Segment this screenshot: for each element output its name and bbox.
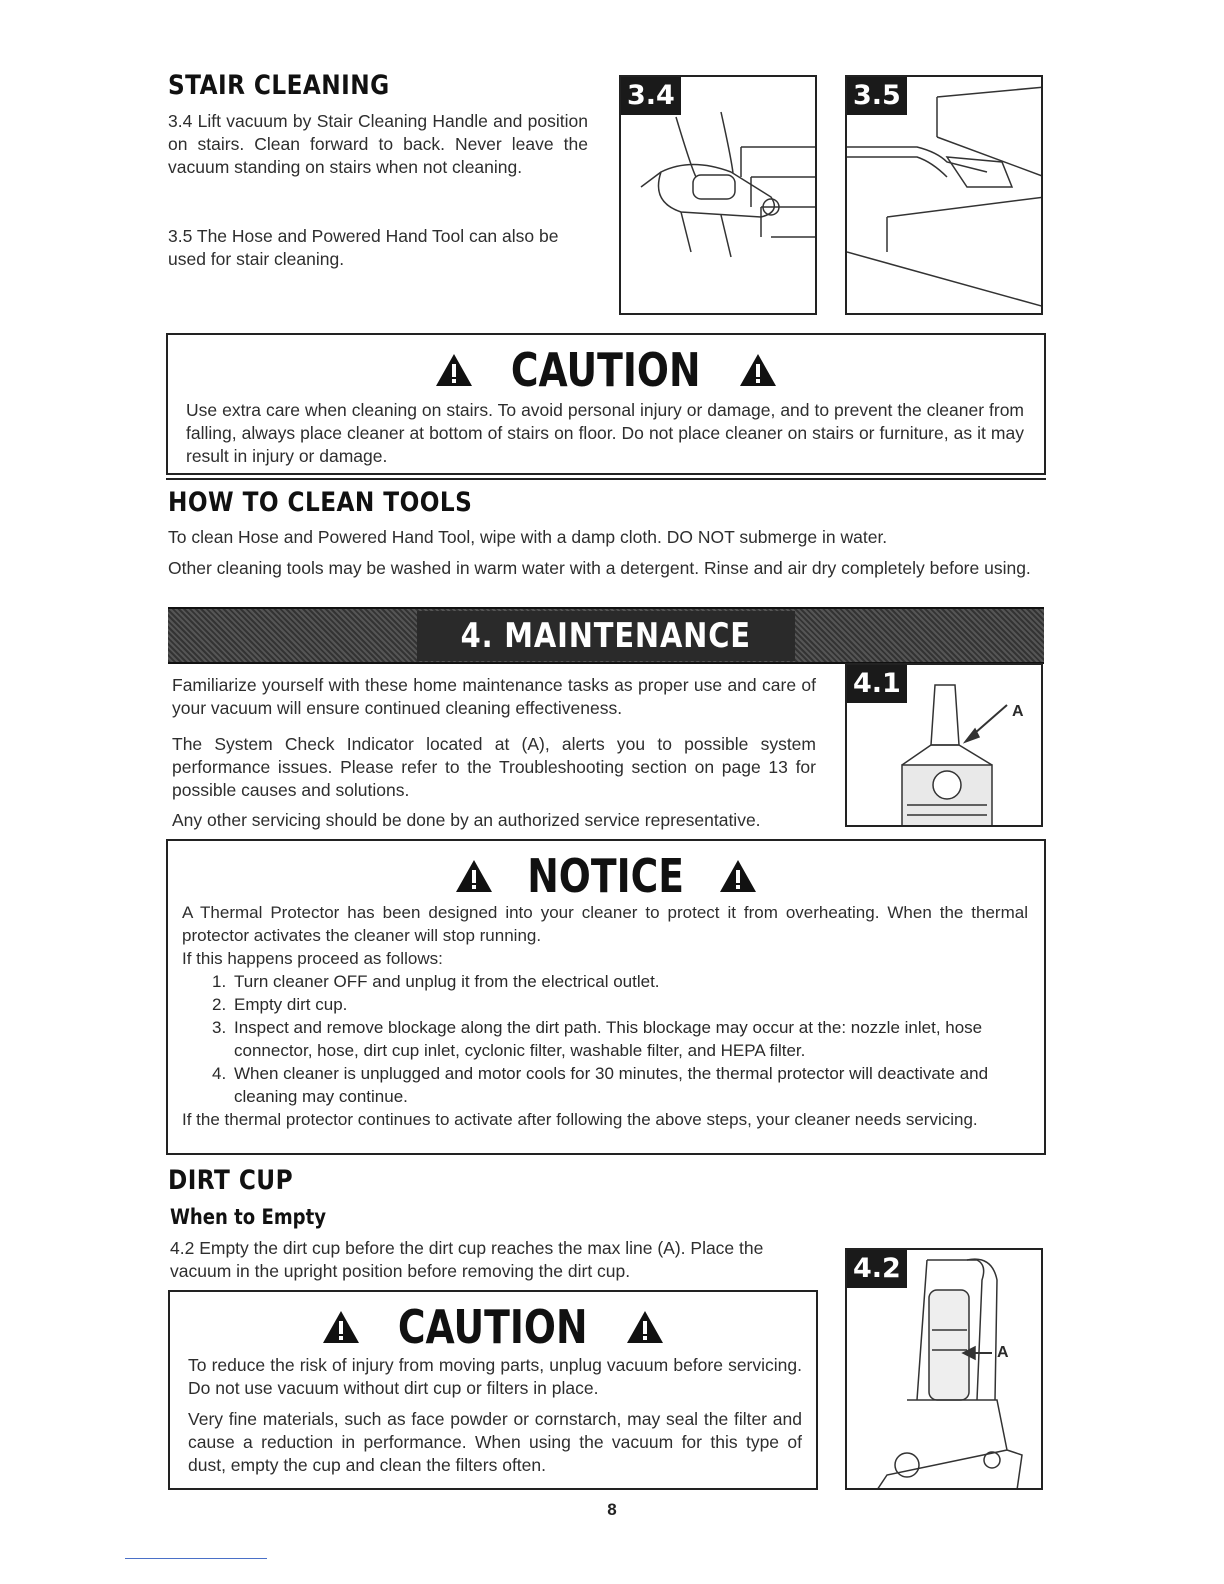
notice-step: 1. Turn cleaner OFF and unplug it from the electrical outlet. — [212, 971, 660, 991]
notice-title-row — [168, 847, 1044, 901]
figure-4-2-callout: A — [997, 1344, 1009, 1361]
notice-step: 4. When cleaner is unplugged and motor cools for 30 minutes, the thermal protector will deactivate and cleaning may continue. — [212, 1063, 989, 1106]
figure-4-1-label: 4.1 — [847, 665, 907, 703]
notice-steps — [168, 970, 1028, 1108]
stair-cleaning-para-2: 3.5 The Hose and Powered Hand Tool can also be used for stair cleaning. — [168, 226, 559, 269]
clean-tools-para-1: To clean Hose and Powered Hand Tool, wipe with a damp cloth. DO NOT submerge in water. — [168, 527, 888, 547]
figure-4-1-callout: A — [1012, 703, 1024, 720]
warning-triangle-icon — [625, 1309, 665, 1345]
caution-title-row — [168, 341, 1044, 395]
maintenance-para-3: Any other servicing should be done by an authorized service representative. — [172, 810, 761, 830]
warning-triangle-icon — [738, 352, 778, 388]
notice-outro: If the thermal protector continues to activate after following the above steps, your cleaner needs servicing. — [182, 1109, 978, 1129]
stair-cleaning-heading: STAIR CLEANING — [168, 70, 390, 101]
clean-tools-heading: HOW TO CLEAN TOOLS — [168, 487, 473, 518]
warning-triangle-icon — [434, 352, 474, 388]
figure-4-2 — [845, 1248, 1043, 1490]
figure-4-2-label: 4.2 — [847, 1250, 907, 1288]
caution-box-moving-parts — [168, 1290, 818, 1490]
figure-3-4 — [619, 75, 817, 315]
page-number: 8 — [607, 1500, 617, 1519]
notice-box — [166, 839, 1046, 1155]
warning-triangle-icon — [718, 858, 758, 894]
maintenance-banner — [168, 607, 1044, 664]
caution-2-para-1: To reduce the risk of injury from moving parts, unplug vacuum before servicing. Do not use vacuum without dirt cup or filters in place. — [188, 1354, 802, 1398]
maintenance-banner-title: 4. MAINTENANCE — [417, 611, 794, 661]
maintenance-para-1: Familiarize yourself with these home maintenance tasks as proper use and care of your vacuum will ensure continued cleaning effectiveness. — [172, 675, 816, 718]
figure-4-1 — [845, 663, 1043, 827]
notice-lead: If this happens proceed as follows: — [182, 948, 443, 968]
maintenance-para-2: The System Check Indicator located at (A), alerts you to possible system performance issues. Please refer to the Troubleshooting section on page 13 for possible causes and solutions. — [172, 734, 816, 800]
warning-triangle-icon — [321, 1309, 361, 1345]
notice-title: NOTICE — [527, 848, 685, 903]
divider — [166, 478, 1046, 480]
dirt-cup-subheading: When to Empty — [170, 1205, 326, 1229]
caution-title-row — [170, 1298, 816, 1352]
dirt-cup-para-1: 4.2 Empty the dirt cup before the dirt cup reaches the max line (A). Place the vacuum in the upright position before removing the dirt cup. — [170, 1238, 764, 1281]
dirt-cup-heading: DIRT CUP — [168, 1165, 294, 1196]
caution-title: CAUTION — [511, 342, 701, 397]
notice-intro: A Thermal Protector has been designed into your cleaner to protect it from overheating. When the thermal protector activates the cleaner will stop running. — [182, 902, 1028, 945]
caution-2-para-2: Very fine materials, such as face powder or cornstarch, may seal the filter and cause a reduction in performance. When using the vacuum for this type of dust, empty the cup and clean the filters often. — [188, 1408, 802, 1475]
caution-box-stairs — [166, 333, 1046, 475]
figure-3-4-label: 3.4 — [621, 77, 681, 115]
notice-step: 3. Inspect and remove blockage along the dirt path. This blockage may occur at the: nozzle inlet, hose connector, hose, dirt cup inlet, cyclonic filter, washable filter, and HEPA filter. — [212, 1017, 983, 1060]
figure-3-5 — [845, 75, 1043, 315]
warning-triangle-icon — [454, 858, 494, 894]
footnote-rule — [125, 1558, 267, 1559]
stair-cleaning-para-1: 3.4 Lift vacuum by Stair Cleaning Handle and position on stairs. Clean forward to back. Never leave the vacuum standing on stairs when not cleaning. — [168, 111, 588, 177]
caution-title: CAUTION — [398, 1299, 588, 1354]
notice-step: 2. Empty dirt cup. — [212, 994, 348, 1014]
clean-tools-para-2: Other cleaning tools may be washed in warm water with a detergent. Rinse and air dry completely before using. — [168, 558, 1031, 578]
figure-3-5-label: 3.5 — [847, 77, 907, 115]
caution-text: Use extra care when cleaning on stairs. To avoid personal injury or damage, and to prevent the cleaner from falling, always place cleaner at bottom of stairs on floor. Do not place cleaner on stairs or furniture, as it may result in injury or damage. — [186, 399, 1024, 466]
